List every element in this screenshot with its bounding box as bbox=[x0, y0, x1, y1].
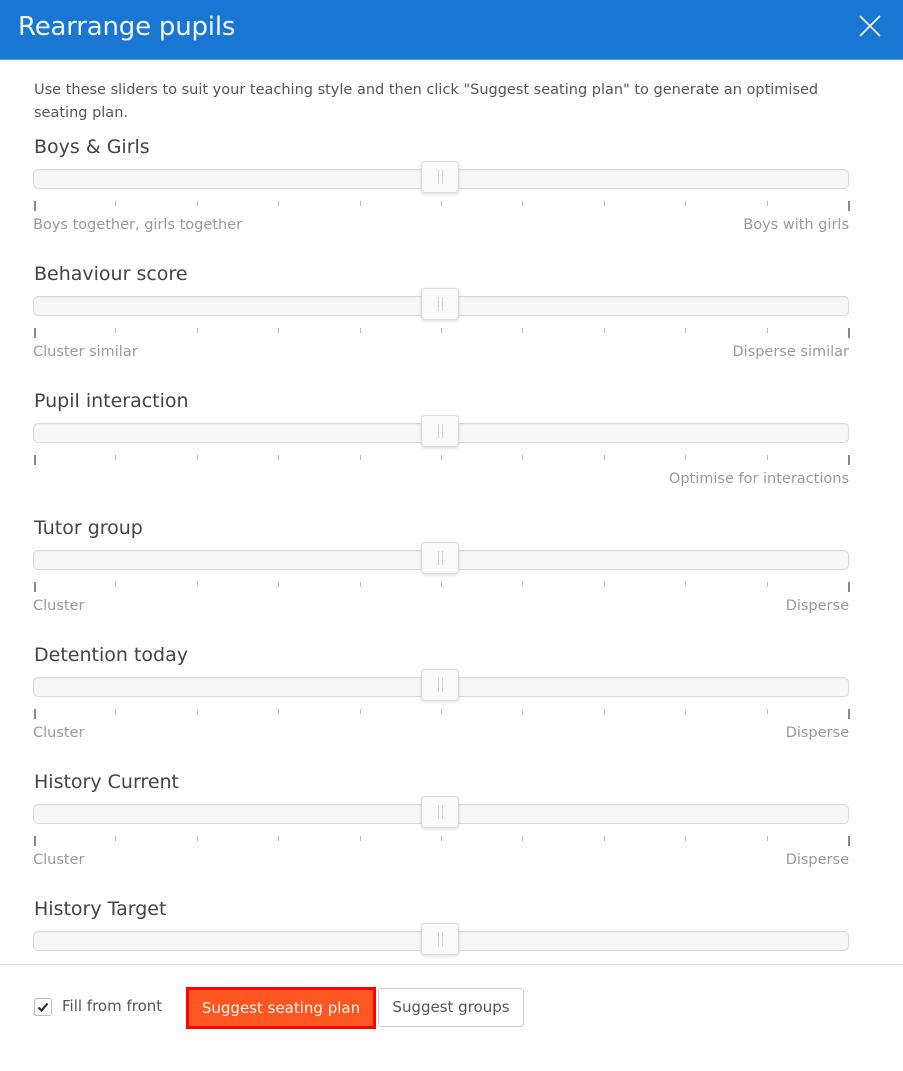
grip-icon bbox=[438, 551, 443, 565]
tick-mark bbox=[441, 328, 442, 333]
slider-pupil-interaction bbox=[33, 388, 849, 493]
tick-mark bbox=[767, 328, 768, 333]
tick-mark bbox=[685, 201, 686, 206]
tick-mark bbox=[197, 201, 198, 206]
slider-ticks bbox=[33, 709, 849, 723]
slider-label: Pupil interaction bbox=[34, 390, 189, 412]
suggest-groups-button[interactable]: Suggest groups bbox=[378, 988, 524, 1027]
grip-icon bbox=[438, 170, 443, 184]
dialog-header bbox=[0, 0, 903, 60]
tick-mark bbox=[604, 836, 605, 841]
slider-max-label: Boys with girls bbox=[743, 217, 849, 233]
slider-ticks bbox=[33, 328, 849, 342]
slider-handle[interactable] bbox=[421, 923, 459, 955]
slider-label: Detention today bbox=[34, 644, 188, 666]
tick-mark bbox=[767, 201, 768, 206]
tick-mark bbox=[360, 455, 361, 460]
tick-mark bbox=[197, 709, 198, 714]
tick-mark bbox=[441, 201, 442, 206]
tick-mark bbox=[360, 709, 361, 714]
tick-mark bbox=[441, 836, 442, 841]
slider-history-current bbox=[33, 769, 849, 874]
slider-detention-today bbox=[33, 642, 849, 747]
slider-max-label: Optimise for interactions bbox=[668, 471, 849, 487]
tick-mark bbox=[522, 201, 523, 206]
tick-mark bbox=[848, 328, 850, 338]
slider-handle[interactable] bbox=[421, 669, 459, 701]
tick-mark bbox=[848, 582, 850, 592]
slider-min-label: Boys together, girls together bbox=[33, 217, 243, 233]
tick-mark bbox=[848, 201, 850, 211]
dialog-footer bbox=[0, 986, 903, 1030]
tick-mark bbox=[115, 582, 116, 587]
fill-from-front-checkbox[interactable] bbox=[34, 998, 52, 1016]
slider-handle[interactable] bbox=[421, 415, 459, 447]
tick-mark bbox=[278, 455, 279, 460]
tick-mark bbox=[278, 836, 279, 841]
tick-mark bbox=[685, 709, 686, 714]
slider-handle[interactable] bbox=[421, 161, 459, 193]
slider-max-label: Disperse bbox=[785, 852, 849, 868]
grip-icon bbox=[438, 678, 443, 692]
tick-mark bbox=[278, 328, 279, 333]
slider-min-label: Cluster bbox=[33, 598, 85, 614]
tick-mark bbox=[441, 455, 442, 460]
tick-mark bbox=[197, 455, 198, 460]
slider-label: Tutor group bbox=[34, 517, 143, 539]
slider-label: Behaviour score bbox=[34, 263, 188, 285]
tick-mark bbox=[522, 455, 523, 460]
slider-ticks bbox=[33, 836, 849, 850]
slider-handle[interactable] bbox=[421, 796, 459, 828]
tick-mark bbox=[604, 455, 605, 460]
tick-mark bbox=[115, 201, 116, 206]
intro-text: Use these sliders to suit your teaching style and then click "Suggest seating plan" to generate an optimised seating plan. bbox=[34, 82, 819, 121]
tick-mark bbox=[34, 455, 36, 465]
tick-mark bbox=[848, 455, 850, 465]
tick-mark bbox=[441, 582, 442, 587]
tick-mark bbox=[767, 836, 768, 841]
tick-mark bbox=[522, 709, 523, 714]
tick-mark bbox=[685, 836, 686, 841]
tick-mark bbox=[34, 582, 36, 592]
tick-mark bbox=[360, 582, 361, 587]
tick-mark bbox=[685, 582, 686, 587]
checkmark-icon bbox=[35, 999, 51, 1015]
slider-max-label: Disperse bbox=[785, 598, 849, 614]
tick-mark bbox=[34, 709, 36, 719]
tick-mark bbox=[767, 709, 768, 714]
tick-mark bbox=[34, 328, 36, 338]
slider-max-label: Disperse bbox=[785, 725, 849, 741]
slider-behaviour-score bbox=[33, 261, 849, 366]
slider-handle[interactable] bbox=[421, 288, 459, 320]
tick-mark bbox=[767, 582, 768, 587]
slider-boys-girls bbox=[33, 134, 849, 239]
tick-mark bbox=[360, 201, 361, 206]
tick-mark bbox=[34, 836, 36, 846]
tick-mark bbox=[604, 328, 605, 333]
close-icon bbox=[857, 13, 883, 39]
tick-mark bbox=[278, 709, 279, 714]
tick-mark bbox=[685, 328, 686, 333]
tick-mark bbox=[197, 582, 198, 587]
tick-mark bbox=[604, 201, 605, 206]
tick-mark bbox=[115, 328, 116, 333]
grip-icon bbox=[438, 297, 443, 311]
slider-min-label: Cluster similar bbox=[33, 344, 138, 360]
tick-mark bbox=[441, 709, 442, 714]
slider-label: History Current bbox=[34, 771, 179, 793]
suggest-seating-plan-button[interactable]: Suggest seating plan bbox=[186, 987, 376, 1029]
dialog-title: Rearrange pupils bbox=[18, 12, 236, 42]
slider-label: History Target bbox=[34, 898, 167, 920]
tick-mark bbox=[115, 709, 116, 714]
tick-mark bbox=[115, 836, 116, 841]
grip-icon bbox=[438, 932, 443, 946]
tick-mark bbox=[34, 201, 36, 211]
tick-mark bbox=[522, 582, 523, 587]
fill-from-front-label[interactable]: Fill from front bbox=[62, 997, 163, 1015]
tick-mark bbox=[115, 455, 116, 460]
tick-mark bbox=[522, 836, 523, 841]
tick-mark bbox=[685, 455, 686, 460]
slider-history-target bbox=[33, 896, 849, 964]
slider-handle[interactable] bbox=[421, 542, 459, 574]
tick-mark bbox=[522, 328, 523, 333]
tick-mark bbox=[767, 455, 768, 460]
tick-mark bbox=[848, 836, 850, 846]
tick-mark bbox=[197, 836, 198, 841]
slider-tutor-group bbox=[33, 515, 849, 620]
grip-icon bbox=[438, 424, 443, 438]
slider-min-label: Cluster bbox=[33, 852, 85, 868]
footer-divider bbox=[0, 964, 903, 965]
tick-mark bbox=[197, 328, 198, 333]
tick-mark bbox=[360, 328, 361, 333]
tick-mark bbox=[360, 836, 361, 841]
slider-label: Boys & Girls bbox=[34, 136, 150, 158]
slider-max-label: Disperse similar bbox=[732, 344, 849, 360]
grip-icon bbox=[438, 805, 443, 819]
tick-mark bbox=[604, 709, 605, 714]
slider-min-label: Cluster bbox=[33, 725, 85, 741]
close-button[interactable] bbox=[857, 13, 883, 39]
slider-ticks bbox=[33, 201, 849, 215]
tick-mark bbox=[278, 201, 279, 206]
tick-mark bbox=[278, 582, 279, 587]
tick-mark bbox=[848, 709, 850, 719]
tick-mark bbox=[604, 582, 605, 587]
slider-ticks bbox=[33, 455, 849, 469]
slider-ticks bbox=[33, 582, 849, 596]
